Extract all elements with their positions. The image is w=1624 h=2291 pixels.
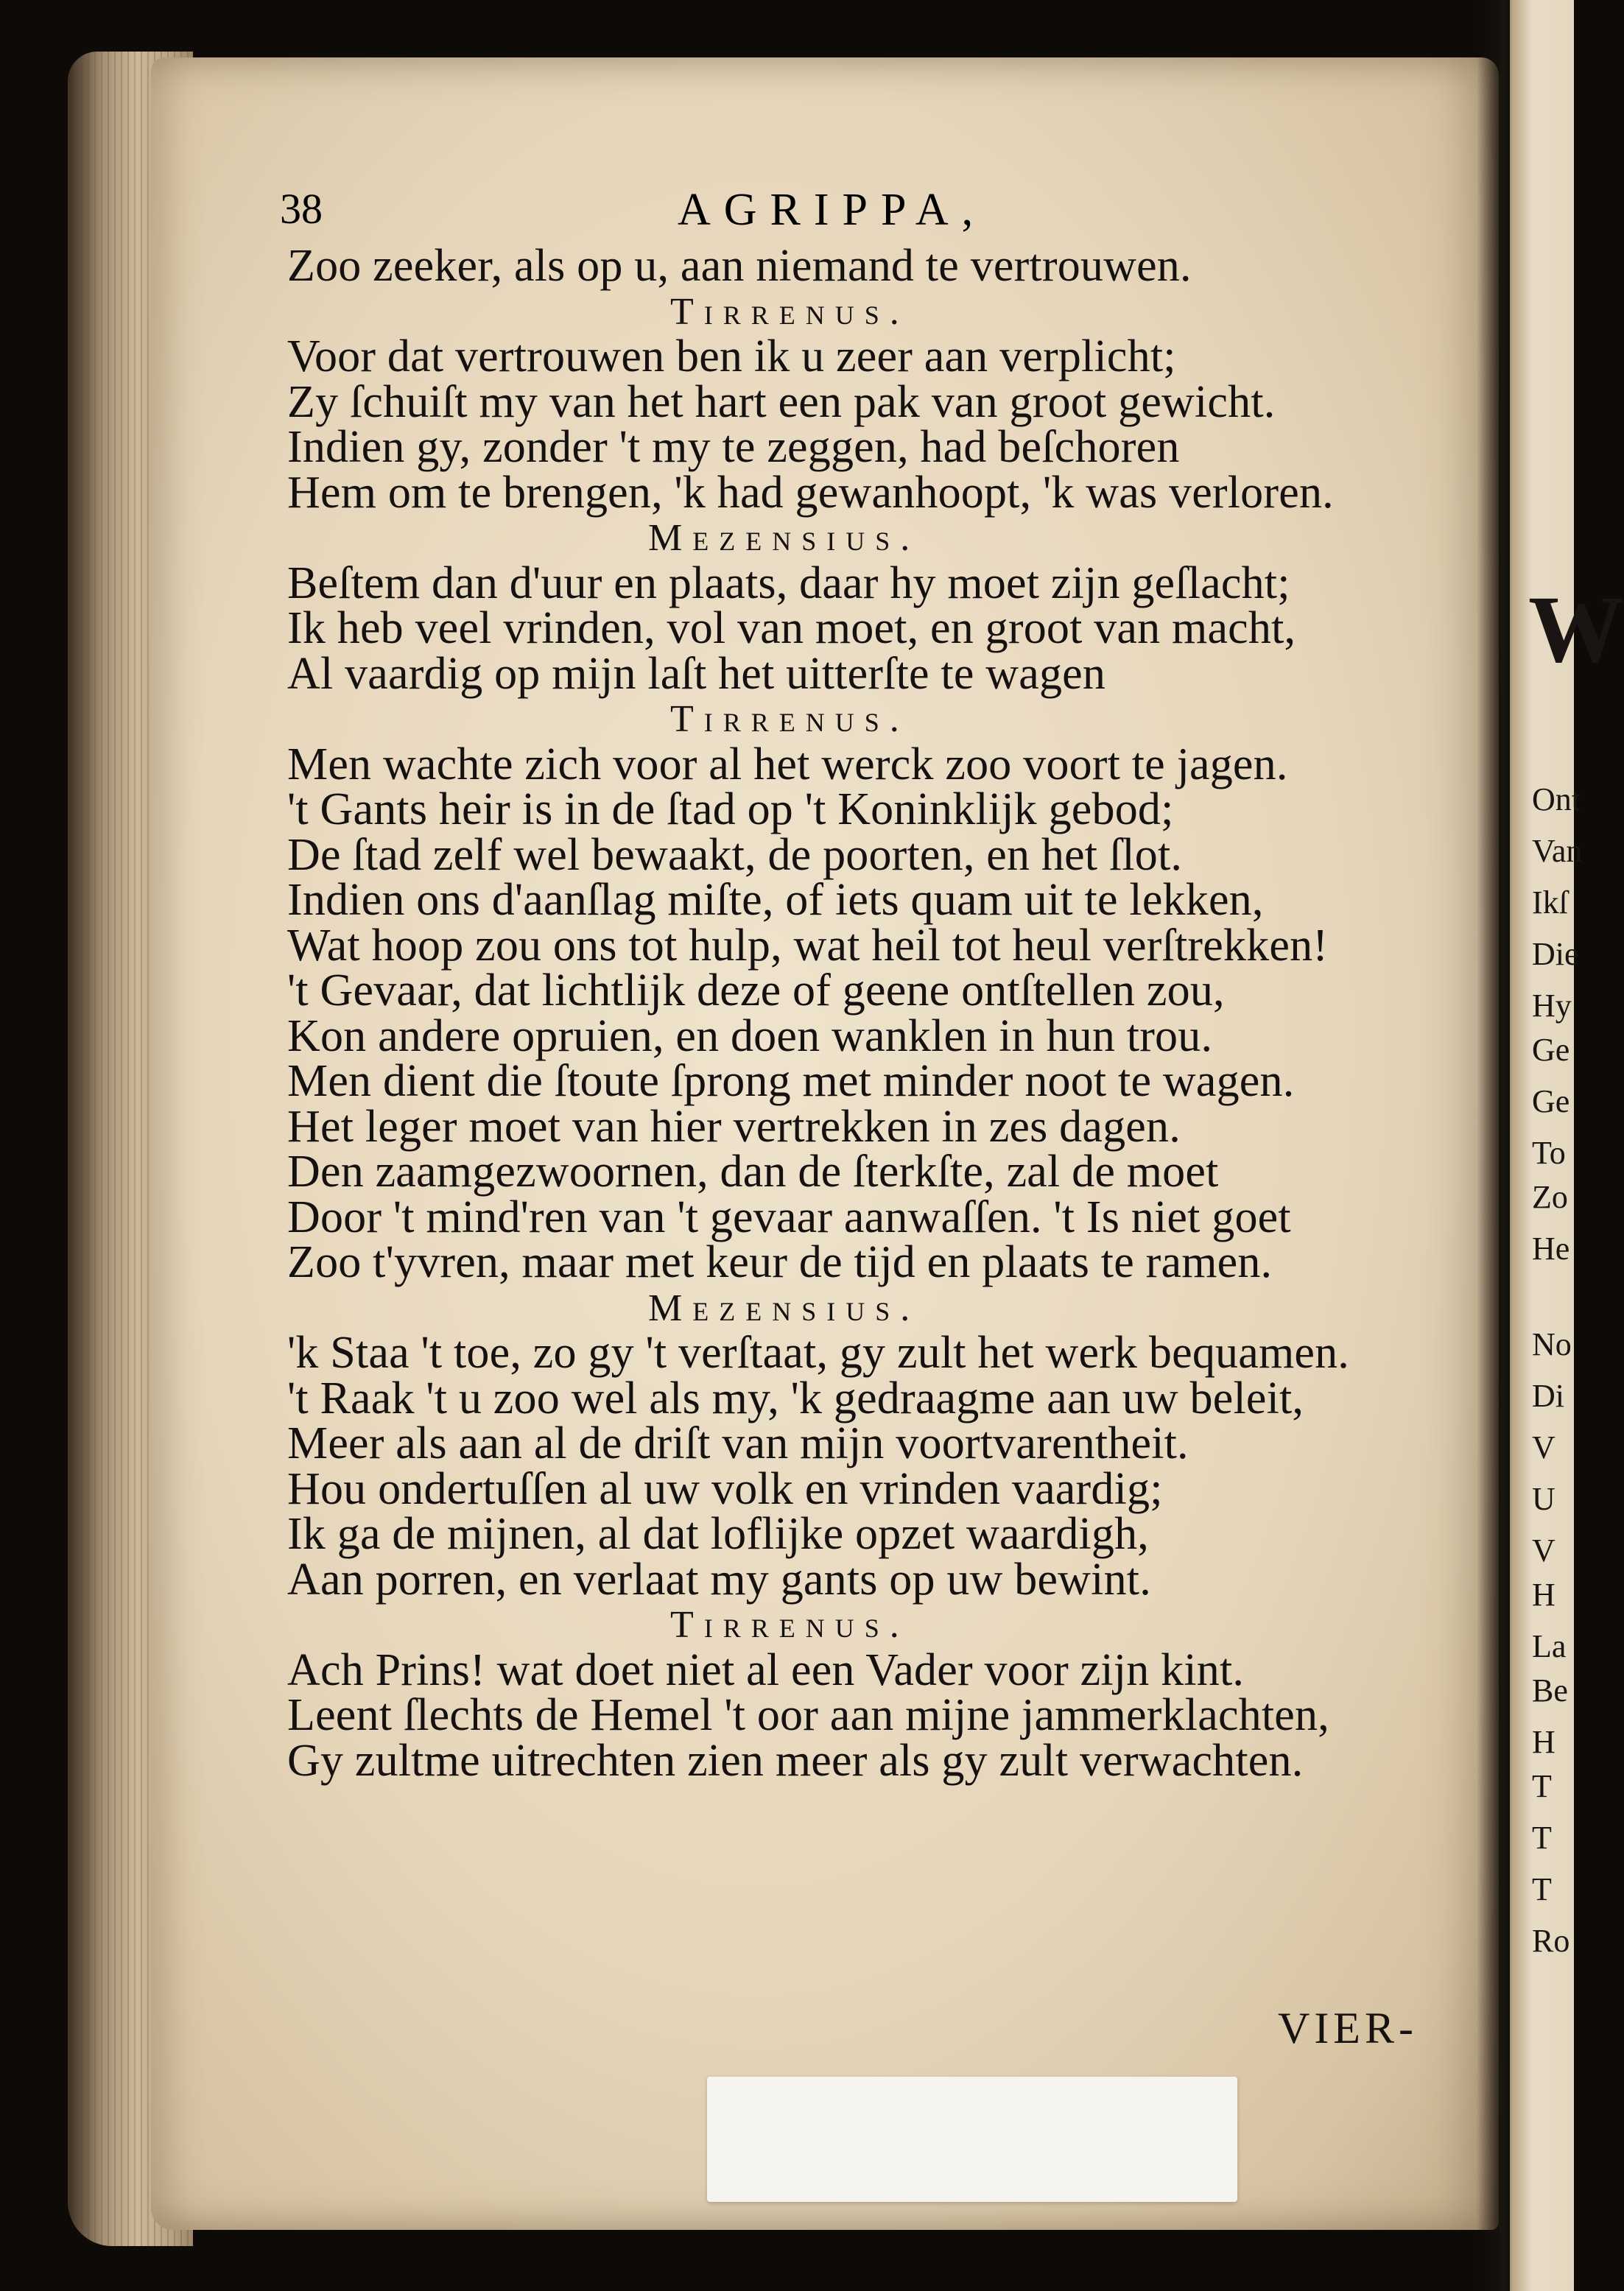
running-head: AGRIPPA,	[678, 185, 987, 235]
speaker-heading: Mezensius.	[648, 1287, 921, 1329]
verse-line: Hou ondertuſſen al uw volk en vrinden vaardig;	[287, 1463, 1163, 1514]
facing-page-fragment: No	[1532, 1326, 1572, 1362]
verse-line: Voor dat vertrouwen ben ik u zeer aan verplicht;	[287, 331, 1176, 381]
page-header	[280, 184, 1458, 243]
facing-page-fragment: Zo	[1532, 1179, 1568, 1215]
verse-line: 't Gants heir is in de ſtad op 't Koninklijk gebod;	[287, 784, 1174, 834]
speaker-heading: Tirrenus.	[670, 698, 910, 740]
facing-page-fragment: Be	[1532, 1672, 1568, 1708]
verse-line: Door 't mind'ren van 't gevaar aanwaſſen. 't Is niet goet	[287, 1192, 1291, 1242]
facing-page-fragment: Van	[1532, 833, 1583, 869]
verse-line: Meer als aan al de driſt van mijn voortvarentheit.	[287, 1418, 1189, 1468]
verse-line: Leent ſlechts de Hemel 't oor aan mijne jammerklachten,	[287, 1690, 1329, 1740]
spine-shadow	[1477, 0, 1510, 2291]
facing-page-fragment: T	[1532, 1768, 1552, 1804]
facing-page-fragment: Ge	[1532, 1032, 1570, 1068]
facing-page-fragment: Ont	[1532, 781, 1581, 817]
facing-page-fragment: La	[1532, 1628, 1567, 1664]
paper-label	[707, 2077, 1237, 2202]
speaker-heading: Mezensius.	[648, 517, 921, 559]
facing-page-fragment: Ikſ	[1532, 884, 1568, 921]
facing-page-fragment: To	[1532, 1135, 1566, 1171]
facing-page-fragment: Ro	[1532, 1923, 1570, 1959]
facing-page-fragment: V	[1532, 1429, 1556, 1465]
verse-line: De ſtad zelf wel bewaakt, de poorten, en het ſlot.	[287, 829, 1183, 880]
verse-line: Beſtem dan d'uur en plaats, daar hy moet zijn geſlacht;	[287, 557, 1290, 608]
verse-line: Den zaamgezwoornen, dan de ſterkſte, zal de moet	[287, 1147, 1219, 1197]
verse-line: 't Raak 't u zoo wel als my, 'k gedraagme aan uw beleit,	[287, 1373, 1304, 1423]
verse-line: 't Gevaar, dat lichtlijk deze of geene ontſtellen zou,	[287, 965, 1225, 1016]
verse-line: Aan porren, en verlaat my gants op uw bewint.	[287, 1554, 1151, 1605]
facing-page-fragment: Die	[1532, 936, 1579, 972]
verse-line: 'k Staa 't toe, zo gy 't verſtaat, gy zult het werk bequamen.	[287, 1328, 1349, 1378]
facing-page	[1499, 0, 1624, 2291]
verse-line: Hem om te brengen, 'k had gewanhoopt, 'k was verloren.	[287, 467, 1334, 518]
verse-line: Zoo zeeker, als op u, aan niemand te vertrouwen.	[287, 241, 1192, 291]
facing-page-fragment: Ge	[1532, 1083, 1570, 1119]
page-number: 38	[280, 185, 323, 233]
catchword: VIER-	[1278, 2004, 1418, 2052]
speaker-heading: Tirrenus.	[670, 1604, 910, 1646]
verse-line: Al vaardig op mijn laſt het uitterſte te wagen	[287, 648, 1106, 699]
verse-line: Men wachte zich voor al het werck zoo voort te jagen.	[287, 739, 1288, 789]
verse-line: Indien gy, zonder 't my te zeggen, had beſchoren	[287, 422, 1180, 472]
verse-line: Gy zultme uitrechten zien meer als gy zult verwachten.	[287, 1735, 1304, 1786]
verse-line: Kon andere opruien, en doen wanklen in hun trou.	[287, 1010, 1213, 1061]
facing-page-fragment: T	[1532, 1871, 1552, 1907]
verse-line: Het leger moet van hier vertrekken in zes dagen.	[287, 1101, 1181, 1152]
facing-page-fragment: H	[1532, 1724, 1556, 1760]
verse-line: Ik heb veel vrinden, vol van moet, en groot van macht,	[287, 603, 1296, 653]
facing-page-fragment: U	[1532, 1481, 1556, 1517]
verse-line: Men dient die ſtoute ſprong met minder noot te wagen.	[287, 1056, 1295, 1106]
facing-page-fragment: H	[1532, 1577, 1556, 1613]
speaker-heading: Tirrenus.	[670, 290, 910, 333]
facing-page-fragment: Di	[1532, 1378, 1564, 1414]
facing-page-fragment: T	[1532, 1820, 1552, 1856]
facing-page-fragment: V	[1532, 1532, 1556, 1569]
facing-page-fragment: Hy	[1532, 988, 1572, 1024]
facing-page-fragment: W	[1528, 577, 1624, 683]
verse-line: Indien ons d'aanſlag miſte, of iets quam uit te lekken,	[287, 875, 1264, 925]
verse-line: Ach Prins! wat doet niet al een Vader voor zijn kint.	[287, 1644, 1245, 1695]
verse-line: Zoo t'yvren, maar met keur de tijd en plaats te ramen.	[287, 1237, 1273, 1287]
verse-line: Ik ga de mijnen, al dat loflijke opzet waardigh,	[287, 1509, 1149, 1559]
facing-page-fragment: He	[1532, 1231, 1570, 1267]
verse-line: Wat hoop zou ons tot hulp, wat heil tot heul verſtrekken!	[287, 920, 1329, 971]
verse-line: Zy ſchuiſt my van het hart een pak van groot gewicht.	[287, 376, 1276, 427]
